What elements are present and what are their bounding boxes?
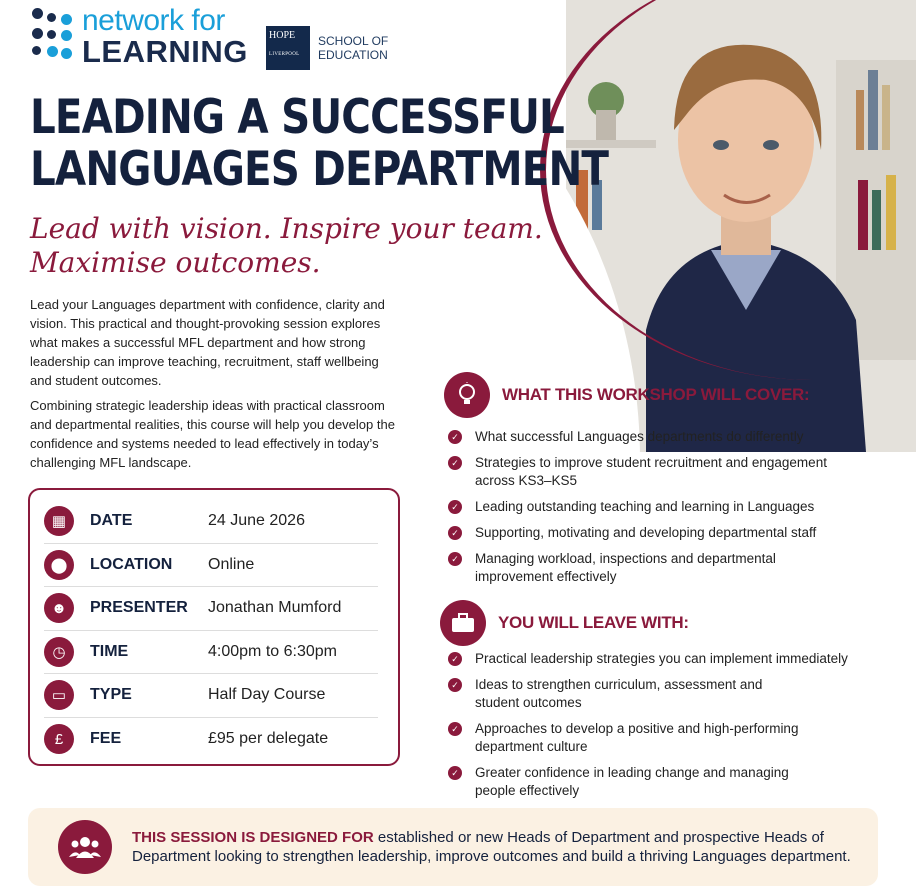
tagline	[30, 212, 543, 280]
detail-value: 24 June 2026	[208, 512, 305, 530]
calendar-icon: ▦	[44, 506, 74, 536]
tagline-line1: Lead with vision. Inspire your team.	[30, 212, 543, 245]
hope-badge	[266, 26, 310, 70]
list-item	[448, 428, 878, 446]
detail-label: PRESENTER	[90, 599, 188, 617]
list-item-text: Greater confidence in leading change and managing people effectively	[475, 765, 789, 798]
check-icon: ✓	[448, 526, 462, 540]
list-item-text: Approaches to develop a positive and high-performing department culture	[475, 721, 799, 754]
detail-value: Half Day Course	[208, 686, 326, 704]
check-icon: ✓	[448, 500, 462, 514]
person-icon: ☻	[44, 593, 74, 623]
logo-dots-icon	[30, 6, 82, 68]
detail-value: Online	[208, 555, 255, 573]
tagline-line2: Maximise outcomes.	[30, 246, 321, 279]
check-icon: ✓	[448, 722, 462, 736]
list-item	[448, 764, 878, 800]
leave-title: YOU WILL LEAVE WITH:	[498, 613, 689, 632]
cover-list	[448, 428, 878, 594]
school-line1: SCHOOL OF	[318, 34, 389, 48]
list-item-text: What successful Languages departments do differently	[475, 429, 804, 444]
logo-line1: network for	[82, 4, 225, 37]
detail-row-location	[44, 544, 378, 588]
check-icon: ✓	[448, 552, 462, 566]
intro-paragraph-2: Combining strategic leadership ideas with practical classroom and departmental realities, this course will help you develop the confidence and systems needed to lead effectively in today’s challenging MFL landscape.	[30, 398, 395, 470]
detail-row-date	[44, 500, 378, 544]
detail-label: DATE	[90, 512, 133, 530]
lightbulb-icon	[444, 372, 490, 418]
audience-text	[132, 828, 858, 866]
list-item	[448, 650, 878, 668]
leave-section-header	[440, 600, 689, 646]
location-pin-icon: ⬤	[44, 550, 74, 580]
hope-badge-subtext: LIVERPOOL	[269, 52, 300, 57]
detail-label: FEE	[90, 730, 122, 748]
intro-paragraph-1: Lead your Languages department with confidence, clarity and vision. This practical and thought-provoking session explores what makes a successful MFL department and how strong leadership can improve teaching, recruitment, staff wellbeing and student outcomes.	[30, 297, 385, 388]
detail-label: TYPE	[90, 686, 132, 704]
clock-icon: ◷	[44, 637, 74, 667]
list-item-text: Managing workload, inspections and departmental improvement effectively	[475, 551, 776, 584]
list-item	[448, 676, 878, 712]
title-line1: LEADING A SUCCESSFUL	[30, 90, 564, 145]
cover-title: WHAT THIS WORKSHOP WILL COVER:	[502, 385, 810, 404]
group-icon	[58, 820, 112, 874]
check-icon: ✓	[448, 652, 462, 666]
check-icon: ✓	[448, 678, 462, 692]
network-for-learning-logo	[30, 6, 248, 68]
check-icon: ✓	[448, 430, 462, 444]
list-item	[448, 498, 878, 516]
list-item	[448, 524, 878, 542]
detail-row-type	[44, 674, 378, 718]
pound-icon: £	[44, 724, 74, 754]
leave-list	[448, 650, 878, 808]
detail-row-fee	[44, 718, 378, 762]
detail-label: TIME	[90, 642, 129, 660]
list-item	[448, 720, 878, 756]
detail-value: £95 per delegate	[208, 730, 329, 748]
list-item-text: Strategies to improve student recruitment and engagement across KS3–KS5	[475, 455, 827, 488]
list-item	[448, 454, 878, 490]
list-item-text: Supporting, motivating and developing departmental staff	[475, 525, 817, 540]
intro-text	[30, 295, 400, 478]
detail-label: LOCATION	[90, 555, 173, 573]
page-title	[30, 92, 608, 196]
list-item-text: Practical leadership strategies you can implement immediately	[475, 651, 848, 666]
title-line2: LANGUAGES DEPARTMENT	[30, 142, 609, 197]
list-item	[448, 550, 878, 586]
check-icon: ✓	[448, 456, 462, 470]
check-icon: ✓	[448, 766, 462, 780]
hope-badge-text: HOPE	[269, 30, 296, 41]
school-line2: EDUCATION	[318, 48, 388, 62]
detail-row-time	[44, 631, 378, 675]
list-item-text: Ideas to strengthen curriculum, assessment and student outcomes	[475, 677, 763, 710]
logo-line2: LEARNING	[82, 34, 248, 69]
audience-lead: THIS SESSION IS DESIGNED FOR	[132, 829, 374, 846]
hope-school-logo	[266, 26, 388, 70]
detail-value: Jonathan Mumford	[208, 599, 342, 617]
cover-section-header	[444, 372, 809, 418]
audience-body: established or new Heads of Department and prospective Heads of Department looking to strengthen leadership, improve outcomes and build a thriving Languages department.	[132, 829, 851, 865]
audience-banner	[28, 808, 878, 886]
detail-value: 4:00pm to 6:30pm	[208, 642, 337, 660]
list-item-text: Leading outstanding teaching and learning in Languages	[475, 499, 815, 514]
event-details-box	[28, 488, 400, 766]
briefcase-icon	[440, 600, 486, 646]
detail-row-presenter	[44, 587, 378, 631]
screen-icon: ▭	[44, 680, 74, 710]
